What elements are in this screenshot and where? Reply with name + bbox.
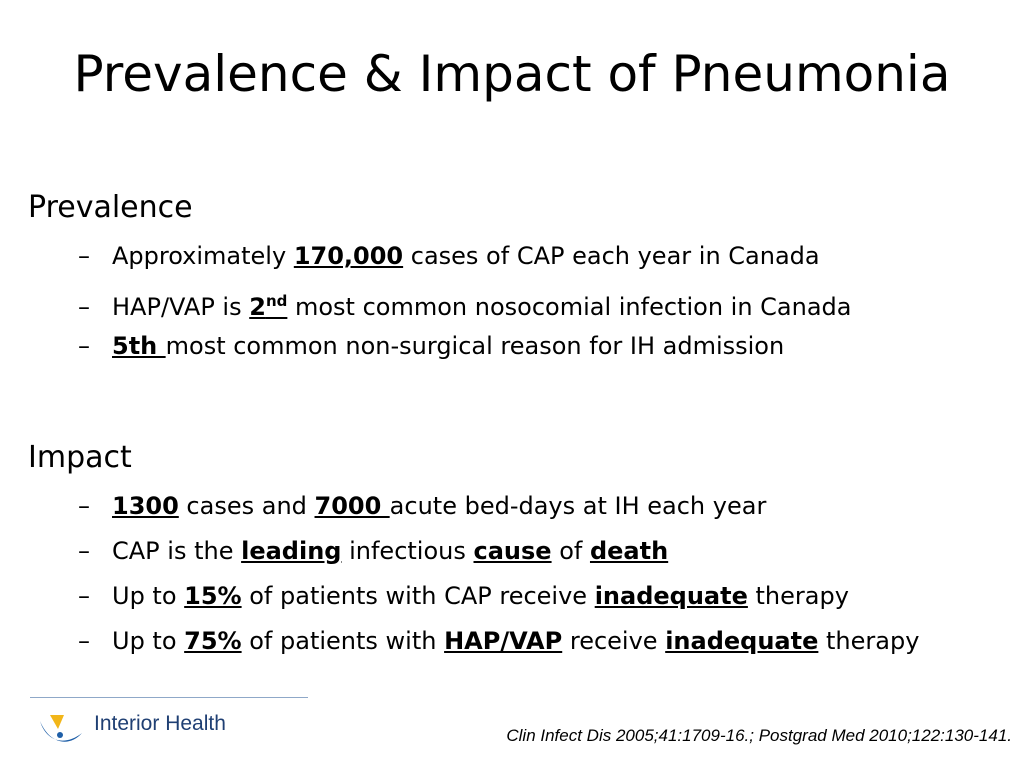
interior-health-logo [30,697,310,757]
bullet-dash: – [78,627,90,655]
prevalence-bullet-1 [78,241,820,271]
bullet-text: infectious [341,537,474,565]
emphasis-value [249,293,287,321]
section-heading-impact: Impact [28,440,132,475]
bullet-text: receive [562,627,666,655]
bullet-dash: – [78,582,90,610]
citation: Clin Infect Dis 2005;41:1709-16.; Postgrad Med 2010;122:130-141. [506,726,1012,745]
emphasis-value: 5th [112,332,166,360]
bullet-text: Approximately [112,242,294,270]
emphasis-word: death [589,537,669,565]
section-heading-prevalence: Prevalence [28,190,193,225]
bullet-dash: – [78,293,90,321]
bullet-text: acute bed-days at IH each year [389,492,767,520]
impact-bullet-2 [78,536,668,566]
prevalence-bullet-3 [78,331,784,361]
emphasis-value: 7000 [314,492,390,520]
bullet-dash: – [78,332,90,360]
bullet-dash: – [78,492,90,520]
impact-bullet-4 [78,626,919,656]
bullet-text: therapy [818,627,920,655]
bullet-text: therapy [747,582,849,610]
emphasis-word: leading [241,537,342,565]
bullet-text: Up to [112,627,185,655]
emphasis-word: HAP/VAP [444,627,563,655]
bullet-text: HAP/VAP is [112,293,250,321]
bullet-text: most common nosocomial infection in Canada [287,293,852,321]
interior-health-logo-icon [36,707,88,751]
bullet-text: most common non-surgical reason for IH admission [165,332,785,360]
bullet-text: CAP is the [112,537,242,565]
emphasis-value: 75% [184,627,242,655]
bullet-text: of patients with [241,627,445,655]
bullet-text: Up to [112,582,185,610]
bullet-dash: – [78,242,90,270]
ordinal-superscript: nd [265,292,288,310]
emphasis-value: 1300 [112,492,179,520]
impact-bullet-3 [78,581,849,611]
bullet-text: cases and [178,492,315,520]
bullet-text: cases of CAP each year in Canada [403,242,820,270]
logo-divider [30,697,308,698]
emphasis-word: inadequate [665,627,819,655]
bullet-text: of patients with CAP receive [241,582,595,610]
impact-bullet-1 [78,491,766,521]
logo-wordmark: Interior Health [94,712,226,735]
bullet-text: of [551,537,590,565]
prevalence-bullet-2 [78,286,852,322]
emphasis-value: 170,000 [293,242,404,270]
emphasis-word: inadequate [594,582,748,610]
slide-title: Prevalence & Impact of Pneumonia [73,45,951,103]
emphasis-word: cause [473,537,552,565]
emphasis-value: 15% [184,582,242,610]
bullet-dash: – [78,537,90,565]
emphasis-number: 2 [249,293,266,321]
